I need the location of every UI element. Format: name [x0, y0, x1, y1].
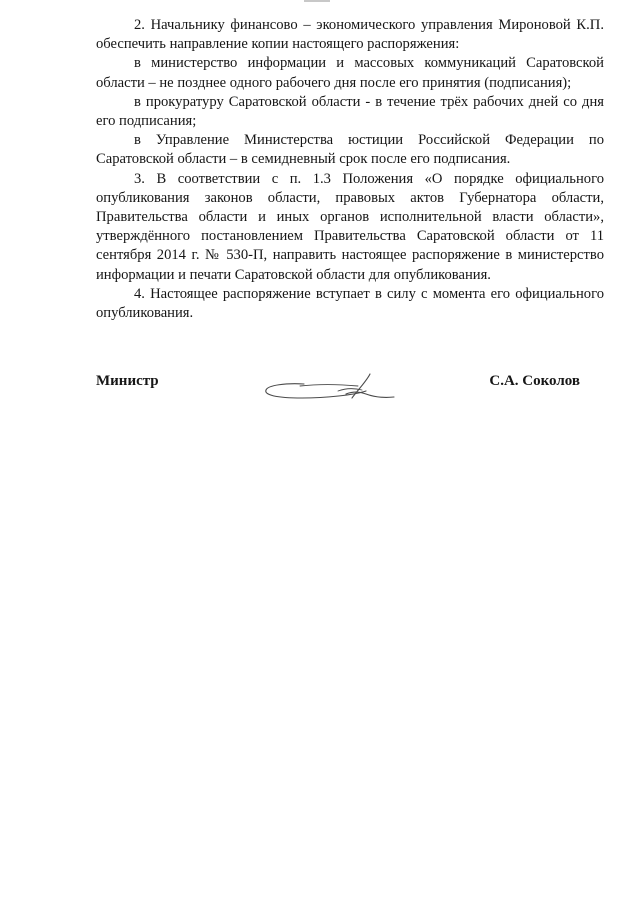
signatory-name: С.А. Соколов [489, 373, 580, 389]
document-body [96, 16, 604, 323]
paragraph-recipient-ministry: в министерство информации и массовых коммуникаций Саратовской области – не позднее одного рабочего дня после его принятия (подписания); [96, 55, 604, 91]
paragraph-item-2: 2. Начальнику финансово – экономического управления Мироновой К.П. обеспечить направление копии настоящего распоряжения: [96, 17, 604, 53]
paragraph-recipient-prosecutor: в прокуратуру Саратовской области - в течение трёх рабочих дней со дня его подписания; [96, 93, 604, 130]
signature-block [96, 370, 604, 410]
scan-artifact [304, 0, 330, 2]
paragraph-item-3: 3. В соответствии с п. 1.3 Положения «О порядке официального опубликования законов области, правовых актов Губернатора области, Правительства области и иных органов исполнительной власти области», утверждённого постановлением Правительства Саратовской области от 11 сентября 2014 г. № 530-П, направить настоящее распоряжение в министерство информации и печати Саратовской области для опубликования. [96, 170, 604, 283]
signatory-title: Министр [96, 373, 159, 389]
handwritten-signature [262, 370, 398, 408]
paragraph-item-4: 4. Настоящее распоряжение вступает в силу с момента его официального опубликования. [96, 285, 604, 322]
paragraph-recipient-justice: в Управление Министерства юстиции Российской Федерации по Саратовской области – в семидневный срок после его подписания. [96, 132, 604, 168]
